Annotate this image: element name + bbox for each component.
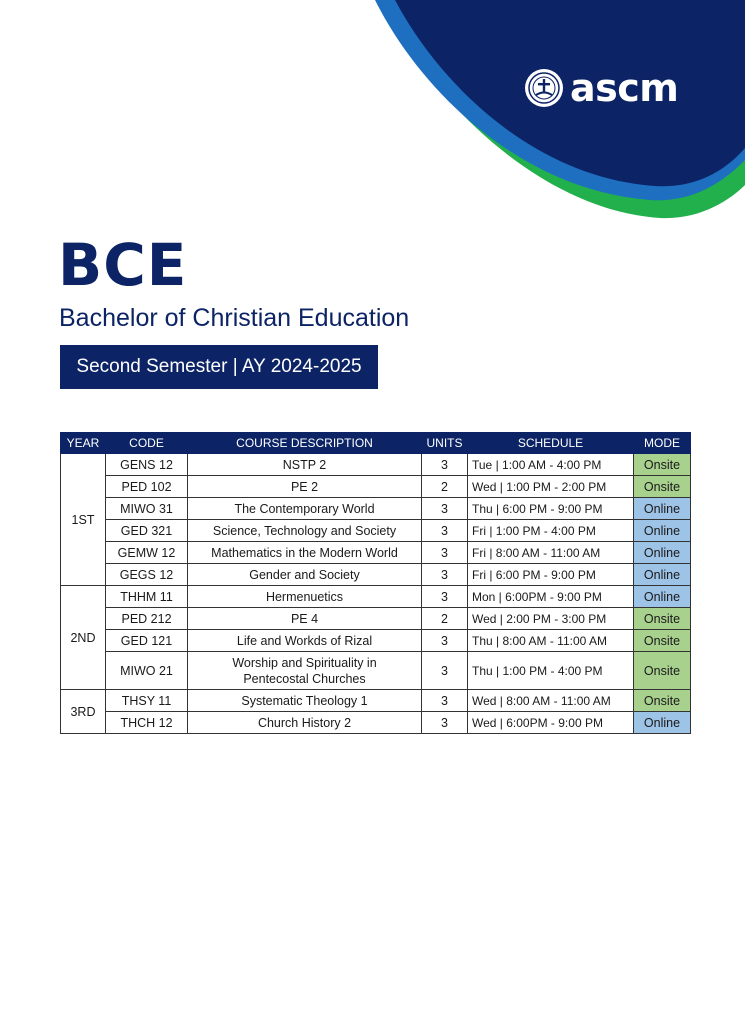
table-row: [61, 454, 691, 476]
description-line-2: Pentecostal Churches: [243, 671, 366, 686]
brand-name: ascm: [570, 66, 679, 110]
mode-cell: Onsite: [634, 652, 691, 690]
description-cell: Gender and Society: [188, 564, 422, 586]
header-code: CODE: [106, 433, 188, 454]
units-cell: 3: [422, 454, 468, 476]
description-cell: NSTP 2: [188, 454, 422, 476]
table-row: [61, 498, 691, 520]
units-cell: 3: [422, 520, 468, 542]
code-cell: PED 212: [106, 608, 188, 630]
code-cell: PED 102: [106, 476, 188, 498]
program-code: BCE: [58, 231, 188, 299]
description-cell: Systematic Theology 1: [188, 690, 422, 712]
schedule-cell: Thu | 6:00 PM - 9:00 PM: [468, 498, 634, 520]
mode-cell: Online: [634, 498, 691, 520]
mode-cell: Onsite: [634, 476, 691, 498]
description-cell: [188, 652, 422, 690]
code-cell: GEGS 12: [106, 564, 188, 586]
code-cell: GENS 12: [106, 454, 188, 476]
table-row: [61, 520, 691, 542]
schedule-cell: Mon | 6:00PM - 9:00 PM: [468, 586, 634, 608]
mode-cell: Onsite: [634, 630, 691, 652]
code-cell: GED 321: [106, 520, 188, 542]
description-cell: Life and Workds of Rizal: [188, 630, 422, 652]
table-row: [61, 608, 691, 630]
units-cell: 2: [422, 608, 468, 630]
table-row: [61, 630, 691, 652]
schedule-cell: Fri | 1:00 PM - 4:00 PM: [468, 520, 634, 542]
table-row: [61, 586, 691, 608]
code-cell: GED 121: [106, 630, 188, 652]
table-row: [61, 690, 691, 712]
schedule-cell: Wed | 8:00 AM - 11:00 AM: [468, 690, 634, 712]
schedule-cell: Thu | 8:00 AM - 11:00 AM: [468, 630, 634, 652]
schedule-cell: Thu | 1:00 PM - 4:00 PM: [468, 652, 634, 690]
units-cell: 3: [422, 542, 468, 564]
units-cell: 3: [422, 630, 468, 652]
units-cell: 3: [422, 564, 468, 586]
mode-cell: Online: [634, 712, 691, 734]
mode-cell: Online: [634, 586, 691, 608]
description-cell: PE 2: [188, 476, 422, 498]
code-cell: THCH 12: [106, 712, 188, 734]
description-line-1: Worship and Spirituality in: [232, 655, 377, 670]
description-cell: PE 4: [188, 608, 422, 630]
schedule-cell: Fri | 6:00 PM - 9:00 PM: [468, 564, 634, 586]
description-cell: Hermenuetics: [188, 586, 422, 608]
code-cell: MIWO 31: [106, 498, 188, 520]
code-cell: GEMW 12: [106, 542, 188, 564]
year-cell: 3RD: [61, 690, 106, 734]
units-cell: 3: [422, 586, 468, 608]
description-cell: Church History 2: [188, 712, 422, 734]
code-cell: THHM 11: [106, 586, 188, 608]
schedule-cell: Wed | 1:00 PM - 2:00 PM: [468, 476, 634, 498]
units-cell: 3: [422, 712, 468, 734]
year-cell: 2ND: [61, 586, 106, 690]
code-cell: THSY 11: [106, 690, 188, 712]
header-year: YEAR: [61, 433, 106, 454]
header-schedule: SCHEDULE: [468, 433, 634, 454]
mode-cell: Online: [634, 542, 691, 564]
table-row: [61, 476, 691, 498]
schedule-cell: Tue | 1:00 AM - 4:00 PM: [468, 454, 634, 476]
header-course-description: COURSE DESCRIPTION: [188, 433, 422, 454]
description-cell: The Contemporary World: [188, 498, 422, 520]
program-name: Bachelor of Christian Education: [59, 304, 410, 332]
table-row: [61, 542, 691, 564]
header-units: UNITS: [422, 433, 468, 454]
table-row: [61, 652, 691, 690]
schedule-cell: Wed | 6:00PM - 9:00 PM: [468, 712, 634, 734]
mode-cell: Onsite: [634, 454, 691, 476]
units-cell: 3: [422, 498, 468, 520]
table-row: [61, 564, 691, 586]
year-cell: 1ST: [61, 454, 106, 586]
semester-banner: Second Semester | AY 2024-2025: [60, 345, 378, 389]
units-cell: 3: [422, 690, 468, 712]
header-mode: MODE: [634, 433, 691, 454]
schedule-cell: Wed | 2:00 PM - 3:00 PM: [468, 608, 634, 630]
corner-swoosh-decoration: [0, 0, 745, 260]
schedule-table: [60, 432, 691, 734]
code-cell: MIWO 21: [106, 652, 188, 690]
mode-cell: Online: [634, 520, 691, 542]
mode-cell: Online: [634, 564, 691, 586]
description-cell: Science, Technology and Society: [188, 520, 422, 542]
units-cell: 2: [422, 476, 468, 498]
table-row: [61, 712, 691, 734]
seal-logo-icon: [524, 68, 564, 108]
description-cell: Mathematics in the Modern World: [188, 542, 422, 564]
table-header-row: [61, 433, 691, 454]
mode-cell: Onsite: [634, 608, 691, 630]
schedule-cell: Fri | 8:00 AM - 11:00 AM: [468, 542, 634, 564]
brand-logo: [524, 68, 678, 108]
units-cell: 3: [422, 652, 468, 690]
mode-cell: Onsite: [634, 690, 691, 712]
